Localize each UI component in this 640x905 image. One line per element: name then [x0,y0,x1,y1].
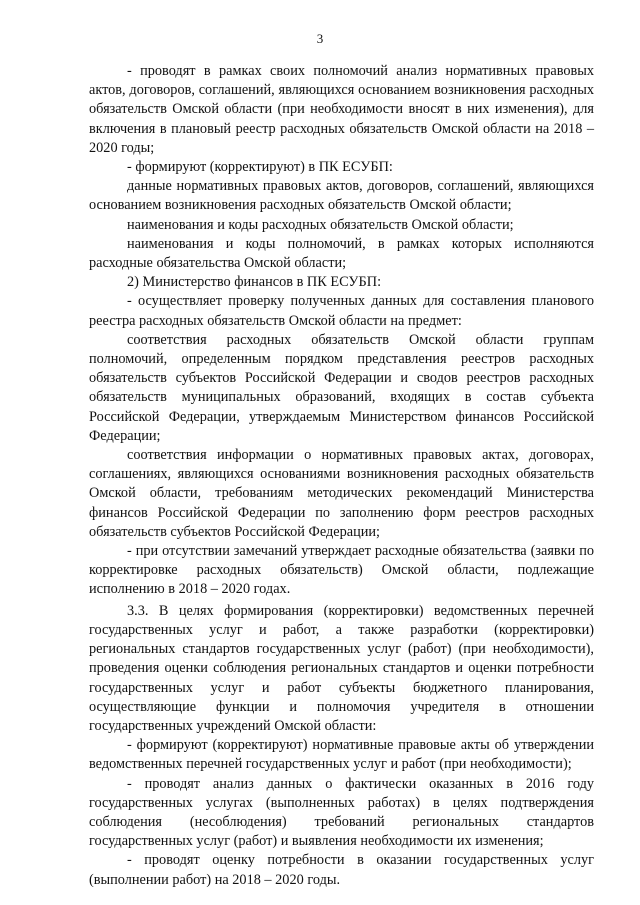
page-number: 3 [316,31,324,46]
paragraph-section-3-3: 3.3. В целях формирования (корректировки) ведомственных перечней государственных услуг и работ, а также разработки (корректировки) региональных стандартов государственных услуг (работ) (при необходимости), проведения оценки соблюдения региональных стандартов и оценки потребности государственных услуг и работ субъекты бюджетного планирования, осуществляющие функции и полномочия учредителя в отношении государственных учреждений Омской области: [89,602,594,734]
document-body [89,62,594,890]
paragraph-needs-assessment: - проводят оценку потребности в оказании государственных услуг (выполнении работ) на 2018 – 2020 годы. [89,852,594,888]
paragraph-ministry-finance: 2) Министерство финансов в ПК ЕСУБП: [127,274,382,291]
paragraph-npa-data: данные нормативных правовых актов, договоров, соглашений, являющихся основанием возникновения расходных обязательств Омской области; [89,178,594,214]
paragraph-verification: - осуществляет проверку полученных данных для составления планового реестра расходных обязательств Омской области на предмет: [89,293,594,329]
paragraph-approval: - при отсутствии замечаний утверждает расходные обязательства (заявки по корректировке расходных обязательств) Омской области, подлежащие исполнению в 2018 – 2020 годах. [89,543,594,598]
paragraph-conformity-info: соответствия информации о нормативных правовых актах, договорах, соглашениях, являющихся основаниями возникновения расходных обязательств Омской области, требованиям методических рекомендаций Министерства финансов Российской Федерации по заполнению форм реестров расходных обязательств субъектов Российской Федерации; [89,447,594,540]
paragraph-analysis: - проводят в рамках своих полномочий анализ нормативных правовых актов, договоров, соглашений, являющихся основанием возникновения расходных обязательств Омской области (при необходимости вносят в них изменения), для включения в плановый реестр расходных обязательств Омской области на 2018 – 2020 годы; [89,63,594,156]
paragraph-form-npa: - формируют (корректируют) нормативные правовые акты об утверждении ведомственных перечней государственных услуг и работ (при необходимости); [89,737,594,773]
paragraph-authority-codes: наименования и коды полномочий, в рамках которых исполняются расходные обязательства Омской области; [89,235,594,272]
paragraph-form-esubp: - формируют (корректируют) в ПК ЕСУБП: [127,159,393,176]
paragraph-obligation-codes: наименования и коды расходных обязательств Омской области; [127,216,514,233]
paragraph-analysis-2016: - проводят анализ данных о фактически оказанных в 2016 году государственных услугах (выполненных работах) в целях подтверждения соблюдения (несоблюдения) требований региональных стандартов государственных услуг (работ) и выявления необходимости их изменения; [89,775,594,850]
paragraph-conformity-groups: соответствия расходных обязательств Омской области группам полномочий, определенным порядком представления реестров расходных обязательств субъектов Российской Федерации и сводов реестров расходных обязательств муниципальных образований, входящих в состав субъекта Российской Федерации, утверждаемым Министерством финансов Российской Федерации; [89,331,594,444]
